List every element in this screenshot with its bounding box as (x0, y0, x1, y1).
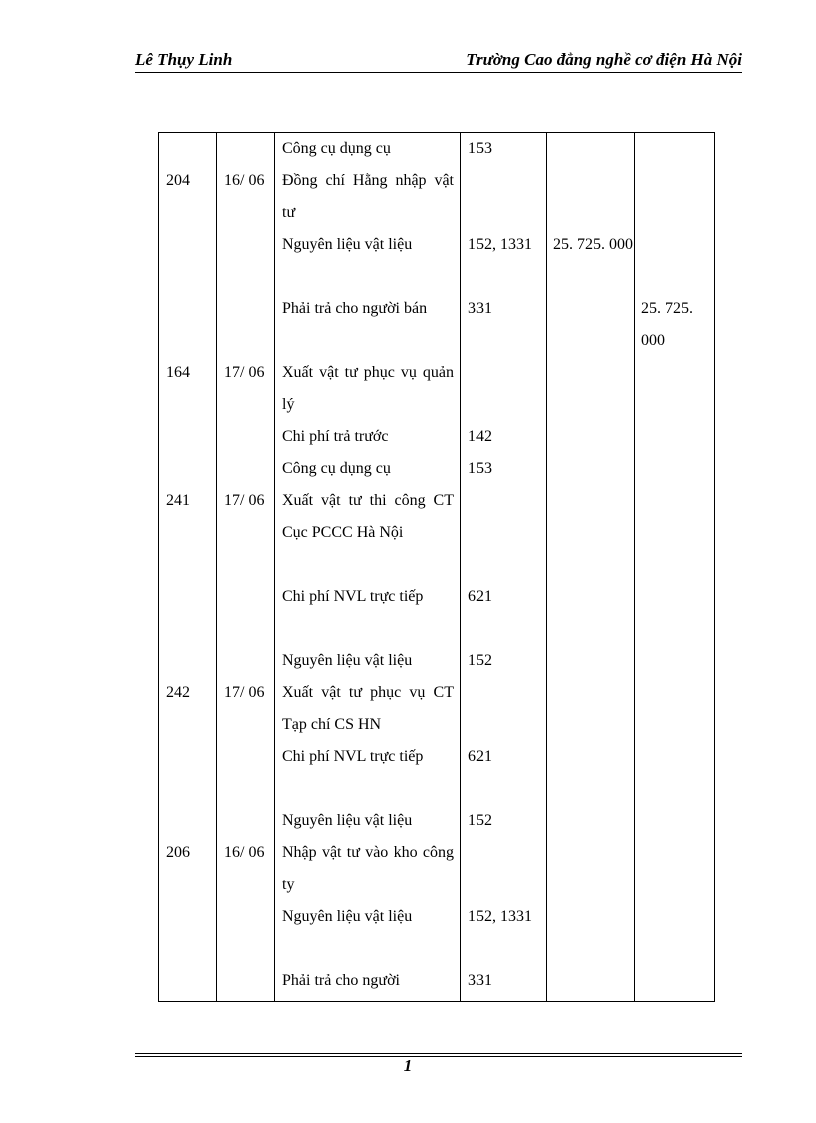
credit-cell (641, 965, 713, 997)
school-name: Trường Cao đẳng nghề cơ điện Hà Nội (466, 50, 742, 69)
table-row (159, 901, 714, 965)
credit-cell (641, 133, 713, 165)
account-cell (468, 485, 548, 581)
account-cell: 331 (468, 972, 492, 989)
account-cell (468, 165, 548, 229)
date-cell (224, 229, 274, 293)
table-row (159, 357, 714, 421)
document-number-cell (166, 453, 216, 485)
table-row (159, 133, 714, 165)
document-number-cell (166, 901, 216, 965)
account-cell: 153 (468, 460, 492, 477)
debit-cell (553, 965, 633, 997)
table-row (159, 485, 714, 581)
document-number-cell (166, 805, 216, 837)
table-row (159, 645, 714, 677)
date-cell: 17/ 06 (224, 492, 265, 509)
page-header (135, 50, 742, 72)
credit-cell (641, 165, 713, 229)
account-cell (468, 837, 548, 901)
date-cell (224, 133, 274, 165)
debit-cell (553, 133, 633, 165)
credit-cell (641, 581, 713, 645)
debit-cell (553, 165, 633, 229)
description-cell: Xuất vật tư phục vụ quản lý (282, 364, 454, 413)
credit-cell (641, 357, 713, 421)
description-cell: Phải trả cho người bán (282, 300, 428, 317)
document-number-cell (166, 581, 216, 645)
table-row (159, 677, 714, 741)
debit-cell (553, 357, 633, 421)
description-cell: Nguyên liệu vật liệu (282, 236, 413, 253)
description-cell: Nguyên liệu vật liệu (282, 652, 413, 669)
document-number-cell: 241 (166, 492, 190, 509)
debit-cell (553, 645, 633, 677)
debit-cell (553, 677, 633, 741)
table-row (159, 965, 714, 997)
author-name: Lê Thụy Linh (135, 50, 233, 69)
document-number-cell (166, 741, 216, 805)
document-number-cell (166, 229, 216, 293)
credit-cell (641, 645, 713, 677)
document-number-cell (166, 133, 216, 165)
credit-cell (641, 805, 713, 837)
page-number: 1 (403, 1056, 413, 1075)
description-cell: Nguyên liệu vật liệu (282, 812, 413, 829)
date-cell: 17/ 06 (224, 684, 265, 701)
account-cell: 331 (468, 300, 492, 317)
header-divider (135, 72, 742, 73)
debit-cell (553, 805, 633, 837)
date-cell (224, 645, 274, 677)
debit-cell (553, 421, 633, 453)
credit-cell (641, 677, 713, 741)
debit-cell (553, 901, 633, 965)
account-cell: 142 (468, 428, 492, 445)
table-row (159, 741, 714, 805)
date-cell (224, 901, 274, 965)
account-cell: 621 (468, 748, 492, 765)
credit-cell (641, 741, 713, 805)
date-cell: 17/ 06 (224, 364, 265, 381)
table-row (159, 805, 714, 837)
date-cell (224, 965, 274, 997)
account-cell (468, 677, 548, 741)
account-cell: 621 (468, 588, 492, 605)
document-number-cell (166, 645, 216, 677)
debit-cell (553, 293, 633, 357)
description-cell: Xuất vật tư thi công CT Cục PCCC Hà Nội (282, 492, 454, 541)
date-cell (224, 741, 274, 805)
account-cell: 152, 1331 (468, 236, 532, 253)
account-cell: 153 (468, 140, 492, 157)
description-cell: Chi phí NVL trực tiếp (282, 588, 424, 605)
debit-cell (553, 741, 633, 805)
credit-cell (641, 453, 713, 485)
description-cell: Đồng chí Hằng nhập vật tư (282, 172, 454, 221)
table-row (159, 581, 714, 645)
table-row (159, 837, 714, 901)
credit-cell (641, 837, 713, 901)
description-cell: Phải trả cho người (282, 972, 400, 989)
description-cell: Công cụ dụng cụ (282, 460, 391, 477)
description-cell: Chi phí NVL trực tiếp (282, 748, 424, 765)
document-number-cell: 206 (166, 844, 190, 861)
date-cell (224, 293, 274, 357)
account-cell (468, 357, 548, 421)
table-row (159, 453, 714, 485)
table-row (159, 421, 714, 453)
description-cell: Xuất vật tư phục vụ CT Tạp chí CS HN (282, 684, 454, 733)
account-cell: 152 (468, 812, 492, 829)
debit-cell (553, 581, 633, 645)
document-number-cell (166, 965, 216, 997)
debit-cell (553, 837, 633, 901)
description-cell: Chi phí trả trước (282, 428, 389, 445)
date-cell: 16/ 06 (224, 844, 265, 861)
date-cell (224, 453, 274, 485)
date-cell (224, 805, 274, 837)
journal-table (158, 132, 715, 1002)
date-cell (224, 421, 274, 453)
date-cell (224, 581, 274, 645)
account-cell: 152 (468, 652, 492, 669)
document-number-cell: 164 (166, 364, 190, 381)
date-cell: 16/ 06 (224, 172, 265, 189)
table-row (159, 229, 714, 293)
document-number-cell (166, 421, 216, 453)
debit-cell (553, 453, 633, 485)
account-cell: 152, 1331 (468, 908, 532, 925)
debit-cell (553, 485, 633, 581)
debit-cell: 25. 725. 000 (553, 236, 633, 253)
description-cell: Nhập vật tư vào kho công ty (282, 844, 454, 893)
credit-cell (641, 485, 713, 581)
table-row (159, 293, 714, 357)
document-number-cell: 204 (166, 172, 190, 189)
credit-cell (641, 229, 713, 293)
description-cell: Công cụ dụng cụ (282, 140, 391, 157)
table-row (159, 165, 714, 229)
document-number-cell (166, 293, 216, 357)
document-number-cell: 242 (166, 684, 190, 701)
credit-cell: 25. 725. 000 (641, 300, 693, 349)
description-cell: Nguyên liệu vật liệu (282, 908, 413, 925)
credit-cell (641, 901, 713, 965)
footer-divider (135, 1053, 742, 1054)
credit-cell (641, 421, 713, 453)
